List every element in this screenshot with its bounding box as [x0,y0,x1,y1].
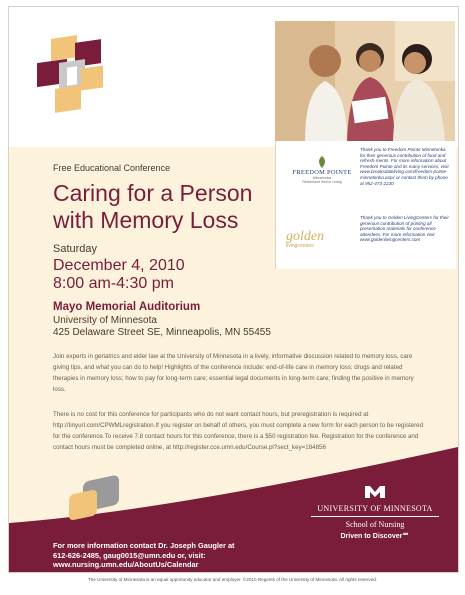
golden-living-logo [286,227,358,249]
calendar-link[interactable]: www.nursing.umn.edu/AboutUs/Calendar [53,560,199,569]
golden-thanks-text: Thank you to Golden LivingCenters for their generous contribution of printing all presentation materials for conference attendees. For more information visit www.goldenlivingcenters.com [360,215,449,243]
legal-notice: The University of Minnesota is an equal opportunity educator and employer. ©2010 Regents of the University of Minnesota. All rights reserved. [87,577,378,582]
free-conference-label: Free Educational Conference [53,163,171,173]
venue-street: 425 Delaware Street SE, Minneapolis, MN 55455 [53,327,271,338]
golden-logo-sub: livingcenters [286,243,314,249]
umn-nursing-logo [305,485,445,540]
venue-address [53,315,271,339]
event-time: 8:00 am-4:30 pm [53,275,174,292]
freedom-thanks-text: Thank you to Freedom Pointe Minnetonka for their generous contribution of food and refresh-ments. For more information about Freedom Pointe and its many services, visit www.brooksdaleliving.com/freedom-pointe-minnetonka.aspx or contact them by phone at 952-473-2230 [360,147,449,186]
title-line-2: with Memory Loss [53,207,239,233]
umn-name: UNIVERSITY OF MINNESOTA [317,504,433,513]
leaf-icon [312,155,332,169]
golden-logo-text: golden [286,229,325,244]
people-photo [275,21,455,141]
freedom-logo-sub2: Retirement Senior Living [302,180,342,184]
freedom-pointe-logo [286,155,358,184]
decorative-blocks-logo [37,37,107,117]
registration-paragraph: There is no cost for this conference for participants who do not want contact hours, but preregistration is required at http://tinyurl.com/CPWMLregistration.If you register on behalf of others, you must complete a new form for each person to be registered for the conference.To receive 7.8 contact hours for this conference, there is a $50 registration fee. Registration for the conference and contact hours must be completed online, at http://register.cce.umn.edu/Course.pl?sect_key=184856 [53,411,424,451]
umn-tagline: Driven to Discover℠ [340,533,410,540]
flyer [8,6,459,573]
event-day: Saturday [53,243,98,255]
contact-line-1: For more information contact Dr. Joseph Gaugler at [53,541,235,550]
contact-info [53,541,273,570]
event-date: December 4, 2010 [53,257,185,274]
title-line-1: Caring for a Person [53,180,253,206]
freedom-logo-text: FREEDOM POINTE [292,169,352,176]
description-paragraph: Join experts in geriatrics and elder law at the University of Minnesota in a lively, informative discussion related to memory loss, care giving tips, and what you can do to help! Highlights of the conference include: end-of-life care in memory loss; drugs and related therapies in memory loss; how to pay for long-term care; essential legal documents in long-term care; finding the positive in memory loss. [53,353,414,393]
contact-line-2[interactable]: 612-626-2485, gaug0015@umn.edu or, visit: [53,550,206,560]
venue-name: Mayo Memorial Auditorium [53,301,201,313]
venue-institution: University of Minnesota [53,315,157,326]
umn-school: School of Nursing [345,520,405,529]
freedom-logo-sub: Minnetonka [312,176,332,180]
sponsor-box [275,141,456,269]
event-date-time [53,257,185,293]
page-title [53,180,283,234]
block-m-icon [364,485,386,499]
